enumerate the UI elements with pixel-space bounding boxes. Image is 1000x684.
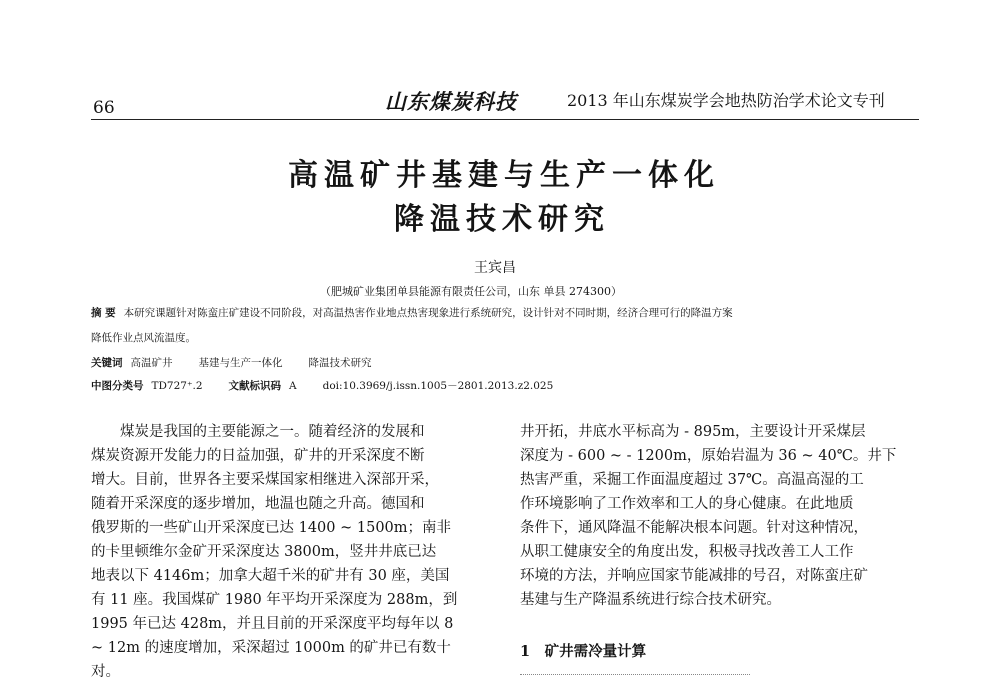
journal-logo: 山东煤炭科技 <box>385 89 517 114</box>
body-line: 对。 <box>91 664 120 680</box>
abstract-text-line-2: 降低作业点风流温度。 <box>91 332 196 344</box>
body-line: 从职工健康安全的角度出发，积极寻找改善工人工作 <box>520 544 854 560</box>
body-line: 基建与生产降温系统进行综合技术研究。 <box>520 592 781 608</box>
cut-off-next-line <box>520 674 750 678</box>
body-line: 井开拓，井底水平标高为 - 895m，主要设计开采煤层 <box>520 424 866 440</box>
body-line: 有 11 座。我国煤矿 1980 年平均开采深度为 288m，到 <box>91 592 458 608</box>
body-column-left <box>91 420 457 684</box>
classification-line <box>91 378 553 393</box>
header-rule <box>91 119 919 120</box>
page-number: 66 <box>93 98 115 118</box>
keywords <box>91 355 372 370</box>
body-line: 煤炭是我国的主要能源之一。随着经济的发展和 <box>91 424 425 440</box>
body-line: 随着开采深度的逐步增加，地温也随之升高。德国和 <box>91 496 425 512</box>
body-line: 深度为 - 600 ~ - 1200m，原始岩温为 36 ~ 40℃。井下 <box>520 448 897 464</box>
abstract-label: 摘 要 <box>91 307 116 319</box>
body-line: 增大。目前，世界各主要采煤国家相继进入深部开采， <box>91 472 439 488</box>
body-line: 的卡里顿维尔金矿开采深度达 3800m，竖井井底已达 <box>91 544 437 560</box>
author-affiliation: （肥城矿业集团单县能源有限责任公司，山东 单县 274300） <box>320 285 622 298</box>
classification-label: 中图分类号 <box>91 380 144 392</box>
section-heading: 1 矿井需冷量计算 <box>520 643 647 660</box>
body-line: 煤炭资源开发能力的日益加强，矿井的开采深度不断 <box>91 448 425 464</box>
keywords-label: 关键词 <box>91 357 123 369</box>
article-title-line-1: 高温矿井基建与生产一体化 <box>288 158 720 193</box>
body-column-right <box>520 420 896 612</box>
keyword: 基建与生产一体化 <box>198 357 283 369</box>
keyword: 高温矿井 <box>130 357 173 369</box>
body-line: 作环境影响了工作效率和工人的身心健康。在此地质 <box>520 496 854 512</box>
body-line: 热害严重，采掘工作面温度超过 37℃。高温高湿的工 <box>520 472 864 488</box>
author-name: 王宾昌 <box>474 260 516 276</box>
body-line: 1995 年已达 428m，并且目前的开采深度平均每年以 8 <box>91 616 454 632</box>
classification-value: TD727⁺.2 <box>151 380 203 392</box>
body-line: 环境的方法，并响应国家节能减排的号召，对陈蛮庄矿 <box>520 568 868 584</box>
body-line: ~ 12m 的速度增加，采深超过 1000m 的矿井已有数十 <box>91 640 451 656</box>
journal-issue-title: 2013 年山东煤炭学会地热防治学术论文专刊 <box>567 91 885 110</box>
keyword: 降温技术研究 <box>308 357 372 369</box>
body-line: 条件下，通风降温不能解决根本问题。针对这种情况， <box>520 520 868 536</box>
doc-code-value: A <box>289 380 297 392</box>
doi: doi:10.3969/j.issn.1005－2801.2013.z2.025 <box>322 380 554 392</box>
doc-code-label: 文献标识码 <box>228 380 282 392</box>
article-title-line-2: 降温技术研究 <box>394 202 610 237</box>
body-line: 地表以下 4146m；加拿大超千米的矿井有 30 座，美国 <box>91 568 450 584</box>
abstract <box>91 305 733 320</box>
body-line: 俄罗斯的一些矿山开采深度已达 1400 ~ 1500m；南非 <box>91 520 452 536</box>
abstract-text-line-1: 本研究课题针对陈蛮庄矿建设不同阶段，对高温热害作业地点热害现象进行系统研究，设计针对不同时期，经济合理可行的降温方案 <box>123 307 733 319</box>
